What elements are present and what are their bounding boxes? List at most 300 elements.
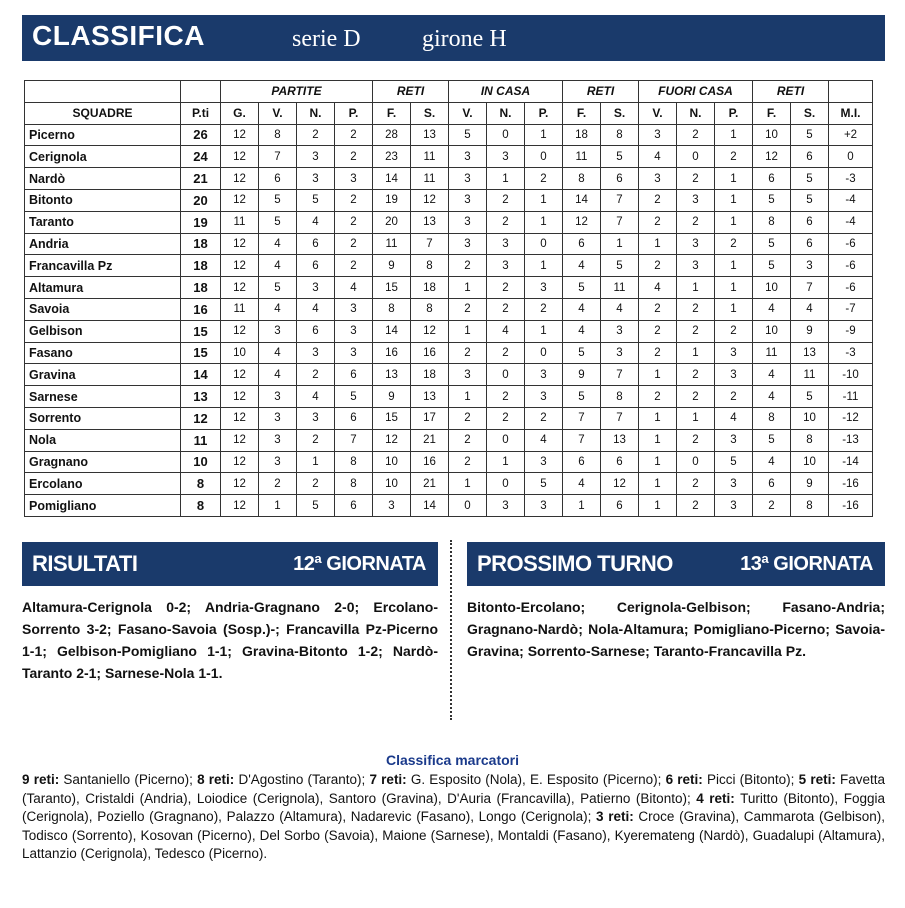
stat-cell: 3	[297, 342, 335, 364]
stat-cell: 3	[259, 407, 297, 429]
stat-cell: -10	[829, 364, 873, 386]
stat-cell: 3	[259, 429, 297, 451]
stat-cell: 2	[449, 298, 487, 320]
stat-cell: 11	[563, 146, 601, 168]
stat-cell: 13	[411, 124, 449, 146]
stat-cell: 1	[639, 364, 677, 386]
table-row	[25, 146, 873, 168]
stat-cell: 6	[791, 211, 829, 233]
scorers-names: Turitto (Bitonto), Foggia (Cerignola), Poziello (Gragnano), Palazzo (Altamura), Nadarevic (Fasano), Longo (Cerignola);	[22, 790, 885, 824]
stat-cell: 2	[639, 320, 677, 342]
col-away-v: V.	[639, 102, 677, 124]
table-row	[25, 168, 873, 190]
stat-cell: 7	[411, 233, 449, 255]
stat-cell: 3	[335, 342, 373, 364]
group-reti-fuori: RETI	[753, 81, 829, 103]
stat-cell: 1	[639, 407, 677, 429]
stat-cell: 5	[791, 189, 829, 211]
stat-cell: 2	[487, 342, 525, 364]
stat-cell: 28	[373, 124, 411, 146]
stat-cell: 21	[411, 429, 449, 451]
team-name: Gragnano	[25, 451, 181, 473]
stat-cell: 5	[449, 124, 487, 146]
stat-cell: 1	[525, 211, 563, 233]
stat-cell: 11	[221, 211, 259, 233]
stat-cell: -16	[829, 473, 873, 495]
stat-cell: 3	[601, 320, 639, 342]
stat-cell: 11	[373, 233, 411, 255]
column-divider	[450, 540, 454, 720]
page-title: CLASSIFICA	[32, 20, 205, 51]
stat-cell: 3	[715, 364, 753, 386]
stat-cell: 6	[563, 451, 601, 473]
stat-cell: 0	[677, 451, 715, 473]
points-cell: 21	[181, 168, 221, 190]
points-cell: 20	[181, 189, 221, 211]
scorers-names: Santaniello (Picerno);	[59, 772, 198, 787]
stat-cell: 8	[791, 495, 829, 517]
col-home-s: S.	[601, 102, 639, 124]
stat-cell: 2	[677, 364, 715, 386]
stat-cell: 10	[753, 124, 791, 146]
points-cell: 18	[181, 255, 221, 277]
stat-cell: 6	[335, 495, 373, 517]
stat-cell: 13	[373, 364, 411, 386]
stat-cell: 3	[297, 407, 335, 429]
stat-cell: 14	[411, 495, 449, 517]
table-row	[25, 342, 873, 364]
results-text: Altamura-Cerignola 0-2; Andria-Gragnano 2-0; Ercolano-Sorrento 3-2; Fasano-Savoia (Sosp.)-; Francavilla Pz-Picerno 1-1; Gelbison-Pomigliano 1-1; Gravina-Bitonto 1-2; Nardò-Taranto 2-1; Sarnese-Nola 1-1.	[22, 599, 438, 681]
stat-cell: 3	[487, 255, 525, 277]
col-home-n: N.	[487, 102, 525, 124]
stat-cell: 8	[411, 298, 449, 320]
team-name: Gelbison	[25, 320, 181, 342]
stat-cell: 2	[677, 429, 715, 451]
stat-cell: 2	[715, 386, 753, 408]
stat-cell: 6	[563, 233, 601, 255]
stat-cell: 5	[259, 211, 297, 233]
scorers-goal-count: 9 reti:	[22, 772, 60, 787]
team-name: Francavilla Pz	[25, 255, 181, 277]
next-round-text: Bitonto-Ercolano; Cerignola-Gelbison; Fasano-Andria; Gragnano-Nardò; Nola-Altamura; Pomigliano-Picerno; Savoia-Gravina; Sorrento-Sarnese; Taranto-Francavilla Pz.	[467, 599, 885, 659]
stat-cell: 8	[411, 255, 449, 277]
stat-cell: 9	[373, 255, 411, 277]
stat-cell: 4	[487, 320, 525, 342]
stat-cell: 12	[221, 233, 259, 255]
stat-cell: 4	[259, 298, 297, 320]
scorers-names: G. Esposito (Nola), E. Esposito (Picerno);	[406, 772, 666, 787]
stat-cell: 12	[221, 320, 259, 342]
stat-cell: 11	[753, 342, 791, 364]
stat-cell: 2	[639, 298, 677, 320]
stat-cell: 5	[525, 473, 563, 495]
stat-cell: 1	[639, 429, 677, 451]
stat-cell: 4	[563, 298, 601, 320]
stat-cell: 2	[715, 233, 753, 255]
stat-cell: 13	[411, 386, 449, 408]
stat-cell: 8	[335, 473, 373, 495]
stat-cell: 2	[677, 124, 715, 146]
stat-cell: 1	[525, 320, 563, 342]
stat-cell: 2	[297, 124, 335, 146]
group-label: girone H	[422, 26, 507, 52]
stat-cell: 4	[715, 407, 753, 429]
stat-cell: 5	[563, 386, 601, 408]
stat-cell: 2	[335, 146, 373, 168]
stat-cell: 5	[563, 342, 601, 364]
stat-cell: 1	[601, 233, 639, 255]
stat-cell: 10	[753, 277, 791, 299]
stat-cell: 13	[791, 342, 829, 364]
scorers-title: Classifica marcatori	[385, 752, 520, 768]
stat-cell: 15	[373, 277, 411, 299]
scorers-goal-count: 5 reti:	[798, 772, 836, 787]
stat-cell: 2	[335, 233, 373, 255]
stat-cell: 2	[487, 277, 525, 299]
stat-cell: 1	[639, 233, 677, 255]
stat-cell: 5	[753, 189, 791, 211]
stat-cell: 4	[753, 386, 791, 408]
stat-cell: 12	[221, 124, 259, 146]
stat-cell: 9	[563, 364, 601, 386]
stat-cell: 6	[601, 168, 639, 190]
scorers-names: Croce (Gravina), Cammarota (Gelbison), Todisco (Sorrento), Kosovan (Picerno), Del Sorbo (Savoia), Maione (Sarnese), Montaldi (Fasano), Kyeremateng (Nardò), Guadalupi (Altamura), Lattanzio (Cerignola), Tedesco (Picerno).	[22, 809, 885, 861]
stat-cell: 3	[259, 451, 297, 473]
stat-cell: 3	[677, 233, 715, 255]
stat-cell: 5	[259, 277, 297, 299]
stat-cell: 17	[411, 407, 449, 429]
stat-cell: -7	[829, 298, 873, 320]
stat-cell: -16	[829, 495, 873, 517]
stat-cell: 5	[335, 386, 373, 408]
stat-cell: 8	[601, 386, 639, 408]
stat-cell: 8	[753, 407, 791, 429]
team-name: Taranto	[25, 211, 181, 233]
table-row	[25, 429, 873, 451]
stat-cell: 5	[297, 189, 335, 211]
stat-cell: 2	[259, 473, 297, 495]
stat-cell: 3	[715, 473, 753, 495]
stat-cell: 18	[411, 277, 449, 299]
stat-cell: 1	[639, 473, 677, 495]
stat-cell: 5	[297, 495, 335, 517]
stat-cell: 19	[373, 189, 411, 211]
stat-cell: 13	[601, 429, 639, 451]
stat-cell: 4	[259, 233, 297, 255]
points-cell: 15	[181, 320, 221, 342]
team-name: Fasano	[25, 342, 181, 364]
stat-cell: -11	[829, 386, 873, 408]
stat-cell: 0	[449, 495, 487, 517]
col-away-f: F.	[753, 102, 791, 124]
stat-cell: 0	[829, 146, 873, 168]
col-v: V.	[259, 102, 297, 124]
group-reti-casa: RETI	[563, 81, 639, 103]
team-name: Ercolano	[25, 473, 181, 495]
stat-cell: 6	[335, 407, 373, 429]
stat-cell: -9	[829, 320, 873, 342]
stat-cell: 9	[791, 320, 829, 342]
stat-cell: -14	[829, 451, 873, 473]
team-name: Pomigliano	[25, 495, 181, 517]
team-name: Altamura	[25, 277, 181, 299]
stat-cell: 5	[753, 429, 791, 451]
points-cell: 18	[181, 233, 221, 255]
stat-cell: 4	[639, 146, 677, 168]
stat-cell: 1	[639, 451, 677, 473]
stat-cell: 4	[791, 298, 829, 320]
stat-cell: 3	[791, 255, 829, 277]
stat-cell: 2	[449, 342, 487, 364]
stat-cell: 2	[525, 168, 563, 190]
stat-cell: -3	[829, 168, 873, 190]
stat-cell: 1	[449, 473, 487, 495]
stat-cell: 2	[487, 211, 525, 233]
team-name: Picerno	[25, 124, 181, 146]
stat-cell: 6	[601, 495, 639, 517]
stat-cell: 2	[753, 495, 791, 517]
stat-cell: 3	[525, 495, 563, 517]
standings-body	[25, 124, 873, 516]
col-g: G.	[221, 102, 259, 124]
scorers-goal-count: 8 reti:	[197, 772, 235, 787]
stat-cell: 8	[753, 211, 791, 233]
stat-cell: 20	[373, 211, 411, 233]
stat-cell: 18	[563, 124, 601, 146]
stat-cell: 12	[373, 429, 411, 451]
stat-cell: 2	[639, 255, 677, 277]
stat-cell: 3	[449, 364, 487, 386]
group-reti: RETI	[373, 81, 449, 103]
col-away-p: P.	[715, 102, 753, 124]
points-cell: 15	[181, 342, 221, 364]
stat-cell: 3	[259, 320, 297, 342]
stat-cell: 9	[791, 473, 829, 495]
stat-cell: 12	[221, 189, 259, 211]
stat-cell: 1	[715, 124, 753, 146]
stat-cell: -6	[829, 233, 873, 255]
col-f: F.	[373, 102, 411, 124]
stat-cell: 7	[601, 211, 639, 233]
stat-cell: 4	[601, 298, 639, 320]
stat-cell: 10	[221, 342, 259, 364]
stat-cell: 3	[715, 495, 753, 517]
stat-cell: 2	[487, 189, 525, 211]
points-cell: 10	[181, 451, 221, 473]
stat-cell: 21	[411, 473, 449, 495]
stat-cell: 1	[715, 298, 753, 320]
stat-cell: 1	[715, 255, 753, 277]
stat-cell: 12	[221, 255, 259, 277]
stat-cell: 3	[449, 168, 487, 190]
stat-cell: 1	[715, 277, 753, 299]
stat-cell: 6	[753, 473, 791, 495]
stat-cell: 6	[335, 364, 373, 386]
stat-cell: 4	[259, 342, 297, 364]
stat-cell: 3	[525, 364, 563, 386]
stat-cell: 4	[297, 211, 335, 233]
stat-cell: 4	[525, 429, 563, 451]
stat-cell: 12	[221, 386, 259, 408]
team-name: Savoia	[25, 298, 181, 320]
stat-cell: 5	[753, 233, 791, 255]
stat-cell: 3	[373, 495, 411, 517]
stat-cell: 16	[373, 342, 411, 364]
table-row	[25, 255, 873, 277]
stat-cell: 3	[487, 495, 525, 517]
stat-cell: 2	[639, 211, 677, 233]
stat-cell: 7	[335, 429, 373, 451]
stat-cell: 3	[525, 386, 563, 408]
stat-cell: 3	[335, 168, 373, 190]
stat-cell: 0	[487, 473, 525, 495]
scorers-names: Favetta (Taranto), Cristaldi (Andria), Loiodice (Cerignola), Santoro (Gravina), D'Auria (Francavilla), Patierno (Bitonto);	[22, 772, 886, 806]
stat-cell: 2	[677, 495, 715, 517]
stat-cell: 4	[563, 473, 601, 495]
standings-table	[24, 80, 873, 517]
team-name: Nardò	[25, 168, 181, 190]
stat-cell: 3	[525, 277, 563, 299]
stat-cell: 2	[677, 298, 715, 320]
points-cell: 26	[181, 124, 221, 146]
stat-cell: 10	[373, 473, 411, 495]
stat-cell: 4	[563, 255, 601, 277]
stat-cell: 12	[221, 364, 259, 386]
stat-cell: 14	[373, 320, 411, 342]
stat-cell: 9	[373, 386, 411, 408]
points-cell: 14	[181, 364, 221, 386]
table-row	[25, 211, 873, 233]
team-name: Nola	[25, 429, 181, 451]
stat-cell: 6	[791, 146, 829, 168]
stat-cell: 12	[753, 146, 791, 168]
stat-cell: 1	[449, 277, 487, 299]
stat-cell: 3	[677, 189, 715, 211]
stat-cell: 4	[639, 277, 677, 299]
stat-cell: 11	[411, 168, 449, 190]
stat-cell: 1	[449, 320, 487, 342]
team-name: Bitonto	[25, 189, 181, 211]
stat-cell: 12	[411, 189, 449, 211]
stat-cell: 3	[715, 342, 753, 364]
stat-cell: 3	[335, 298, 373, 320]
col-home-v: V.	[449, 102, 487, 124]
stat-cell: 12	[563, 211, 601, 233]
stat-cell: 10	[753, 320, 791, 342]
stat-cell: 7	[791, 277, 829, 299]
stat-cell: 3	[449, 146, 487, 168]
stat-cell: 4	[297, 298, 335, 320]
stat-cell: +2	[829, 124, 873, 146]
stat-cell: 2	[677, 211, 715, 233]
group-in-casa: IN CASA	[449, 81, 563, 103]
table-row	[25, 189, 873, 211]
col-s: S.	[411, 102, 449, 124]
stat-cell: 12	[601, 473, 639, 495]
stat-cell: 12	[221, 495, 259, 517]
stat-cell: 4	[259, 255, 297, 277]
stat-cell: 2	[677, 386, 715, 408]
stat-cell: 1	[449, 386, 487, 408]
results-title: RISULTATI	[32, 551, 138, 576]
stat-cell: 5	[791, 168, 829, 190]
table-row	[25, 451, 873, 473]
stat-cell: 8	[563, 168, 601, 190]
col-away-s: S.	[791, 102, 829, 124]
points-cell: 19	[181, 211, 221, 233]
stat-cell: 1	[297, 451, 335, 473]
stat-cell: 1	[525, 189, 563, 211]
stat-cell: 10	[791, 451, 829, 473]
stat-cell: 0	[525, 146, 563, 168]
points-cell: 16	[181, 298, 221, 320]
stat-cell: 7	[259, 146, 297, 168]
stat-cell: 12	[221, 473, 259, 495]
stat-cell: 5	[753, 255, 791, 277]
team-name: Gravina	[25, 364, 181, 386]
stat-cell: 3	[715, 429, 753, 451]
stat-cell: 5	[601, 255, 639, 277]
stat-cell: 2	[639, 342, 677, 364]
points-cell: 8	[181, 495, 221, 517]
stat-cell: 3	[639, 168, 677, 190]
stat-cell: 6	[297, 255, 335, 277]
stat-cell: 1	[715, 189, 753, 211]
stat-cell: 10	[791, 407, 829, 429]
stat-cell: 3	[449, 189, 487, 211]
points-cell: 13	[181, 386, 221, 408]
stat-cell: 2	[677, 473, 715, 495]
stat-cell: 2	[525, 407, 563, 429]
stat-cell: -13	[829, 429, 873, 451]
stat-cell: 1	[563, 495, 601, 517]
col-squadre: SQUADRE	[25, 102, 181, 124]
stat-cell: 1	[487, 451, 525, 473]
stat-cell: 2	[715, 320, 753, 342]
stat-cell: 2	[677, 320, 715, 342]
group-header-row	[25, 81, 873, 103]
stat-cell: 1	[259, 495, 297, 517]
stat-cell: 0	[677, 146, 715, 168]
stat-cell: 12	[221, 168, 259, 190]
stat-cell: 14	[563, 189, 601, 211]
stat-cell: 23	[373, 146, 411, 168]
stat-cell: 0	[487, 124, 525, 146]
stat-cell: 0	[487, 364, 525, 386]
scorers-goal-count: 7 reti:	[369, 772, 407, 787]
stat-cell: 11	[411, 146, 449, 168]
stat-cell: 2	[487, 298, 525, 320]
stat-cell: 7	[601, 364, 639, 386]
stat-cell: 8	[259, 124, 297, 146]
stat-cell: 2	[335, 255, 373, 277]
col-pti: P.ti	[181, 102, 221, 124]
stat-cell: 7	[563, 407, 601, 429]
stat-cell: 3	[449, 233, 487, 255]
stat-cell: 3	[639, 124, 677, 146]
stat-cell: 2	[449, 451, 487, 473]
stat-cell: 4	[753, 451, 791, 473]
points-cell: 18	[181, 277, 221, 299]
scorers-goal-count: 3 reti:	[596, 809, 634, 824]
results-header	[22, 542, 438, 586]
stat-cell: 7	[601, 407, 639, 429]
stat-cell: 1	[487, 168, 525, 190]
stat-cell: 3	[335, 320, 373, 342]
stat-cell: 2	[639, 386, 677, 408]
stat-cell: 3	[601, 342, 639, 364]
group-fuori-casa: FUORI CASA	[639, 81, 753, 103]
